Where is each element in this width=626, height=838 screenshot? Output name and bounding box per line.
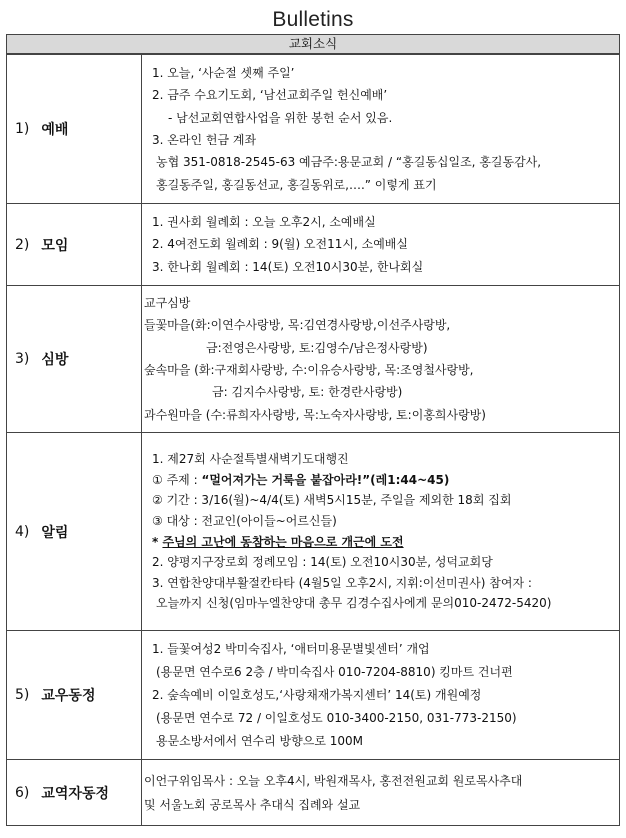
content-line: ② 기간 : 3/16(월)~4/4(토) 새벽5시15분, 주일을 제외한 18회 집회 (152, 493, 512, 508)
content-line: 3. 한나회 월례회 : 14(토) 오전10시30분, 한나회실 (152, 259, 424, 274)
section-number: 3) (15, 351, 30, 367)
content-line: 농협 351-0818-2545-63 예금주:용문교회 / “홍길동십일조, 홍길동감사, (156, 155, 542, 170)
section-label-cell (7, 760, 142, 826)
section-number: 6) (15, 784, 30, 801)
content-line: 2. 4여전도회 월례회 : 9(월) 오전11시, 소예배실 (152, 237, 408, 252)
asterisk-mark: * (152, 534, 163, 549)
section-number: 2) (15, 236, 30, 253)
section-title: 교우동정 (41, 688, 96, 704)
section-content (142, 286, 620, 433)
content-line: 금:전영은사랑방, 토:김영수/남은정사랑방) (206, 340, 428, 355)
content-line: 2. 양평지구장로회 정례모임 : 14(토) 오전10시30분, 성덕교회당 (152, 555, 493, 570)
section-content (142, 760, 620, 826)
section-label-cell (7, 631, 142, 760)
highlight-text: 주님의 고난에 동참하는 마음으로 개근에 도전 (162, 534, 404, 549)
section-row-notices (7, 433, 620, 631)
content-line: 1. 오늘, ‘사순절 셋째 주일’ (152, 65, 295, 80)
section-label-cell (7, 204, 142, 286)
content-line: 오늘까지 신청(임마누엘찬양대 총무 김경수집사에게 문의010-2472-5420) (156, 596, 552, 611)
section-number: 1) (15, 121, 30, 137)
theme-text: “멀어져가는 거룩을 붙잡아라!”(레1:44~45) (201, 472, 450, 487)
section-label-cell (7, 286, 142, 433)
section-content (142, 204, 620, 286)
bulletin-table (6, 54, 620, 826)
section-title: 예배 (41, 122, 69, 138)
content-line: 숲속마을 (화:구재회사랑방, 수:이유승사랑방, 목:조영철사랑방, (144, 363, 474, 377)
content-line (142, 532, 619, 553)
content-line: 용문소방서에서 연수리 방향으로 100M (156, 733, 363, 748)
section-row-worship (7, 55, 620, 204)
content-line: 금: 김지수사랑방, 토: 한경란사랑방) (212, 385, 403, 400)
content-line: 및 서울노회 공로목사 추대식 집례와 설교 (144, 797, 361, 812)
content-line: 과수원마을 (수:류희자사랑방, 목:노숙자사랑방, 토:이홍희사랑방) (144, 407, 486, 422)
page-title: Bulletins (272, 8, 354, 31)
section-number: 4) (15, 523, 30, 540)
section-row-members-news (7, 631, 620, 760)
section-number: 5) (15, 687, 30, 703)
content-line: 1. 들꽃여성2 박미숙집사, ‘애터미용문별빛센터’ 개업 (152, 641, 430, 656)
section-row-visitation (7, 286, 620, 433)
content-line: 1. 권사회 월례회 : 오늘 오후2시, 소예배실 (152, 214, 376, 229)
content-line: 3. 온라인 헌금 계좌 (152, 133, 257, 147)
section-row-pastor-news (7, 760, 620, 826)
content-line: 3. 연합찬양대부활절칸타타 (4월5일 오후2시, 지휘:이선미권사) 참여자 : (152, 575, 532, 590)
content-line: 2. 금주 수요기도회, ‘남선교회주일 헌신예배’ (152, 88, 388, 103)
section-label-cell (7, 433, 142, 631)
content-line: 홍길동주일, 홍길동선교, 홍길동위로,….” 이렇게 표기 (156, 177, 437, 192)
section-title: 알림 (41, 524, 69, 541)
content-line: 이언구위임목사 : 오늘 오후4시, 박원재목사, 홍전전원교회 원로목사추대 (144, 773, 523, 788)
content-line: 들꽃마을(화:이연수사랑방, 목:김연경사랑방,이선주사랑방, (144, 318, 451, 333)
section-title: 모임 (41, 237, 69, 254)
content-line: (용문면 연수로 72 / 이일호성도 010-3400-2150, 031-773-2150) (156, 710, 517, 725)
section-header: 교회소식 (6, 34, 620, 54)
section-content (142, 433, 620, 631)
content-line: 1. 제27회 사순절특별새벽기도대행진 (152, 452, 349, 467)
content-line: 2. 숲속예비 이일호성도,‘사랑채재가복지센터’ 14(토) 개원예정 (152, 687, 482, 702)
content-line (142, 470, 619, 491)
section-label-cell (7, 55, 142, 204)
content-line: (용문면 연수로6 2층 / 박미숙집사 010-7204-8810) 킹마트 건너편 (156, 664, 513, 679)
section-title: 심방 (41, 352, 69, 368)
section-title: 교역자동정 (41, 785, 109, 802)
content-line: ③ 대상 : 전교인(아이들~어르신들) (152, 513, 337, 528)
section-content (142, 55, 620, 204)
content-line: - 남선교회연합사업을 위한 봉헌 순서 있음. (168, 110, 393, 125)
section-content (142, 631, 620, 760)
section-row-meetings (7, 204, 620, 286)
content-line: 교구심방 (144, 295, 191, 310)
theme-label: ① 주제 : (152, 472, 202, 487)
